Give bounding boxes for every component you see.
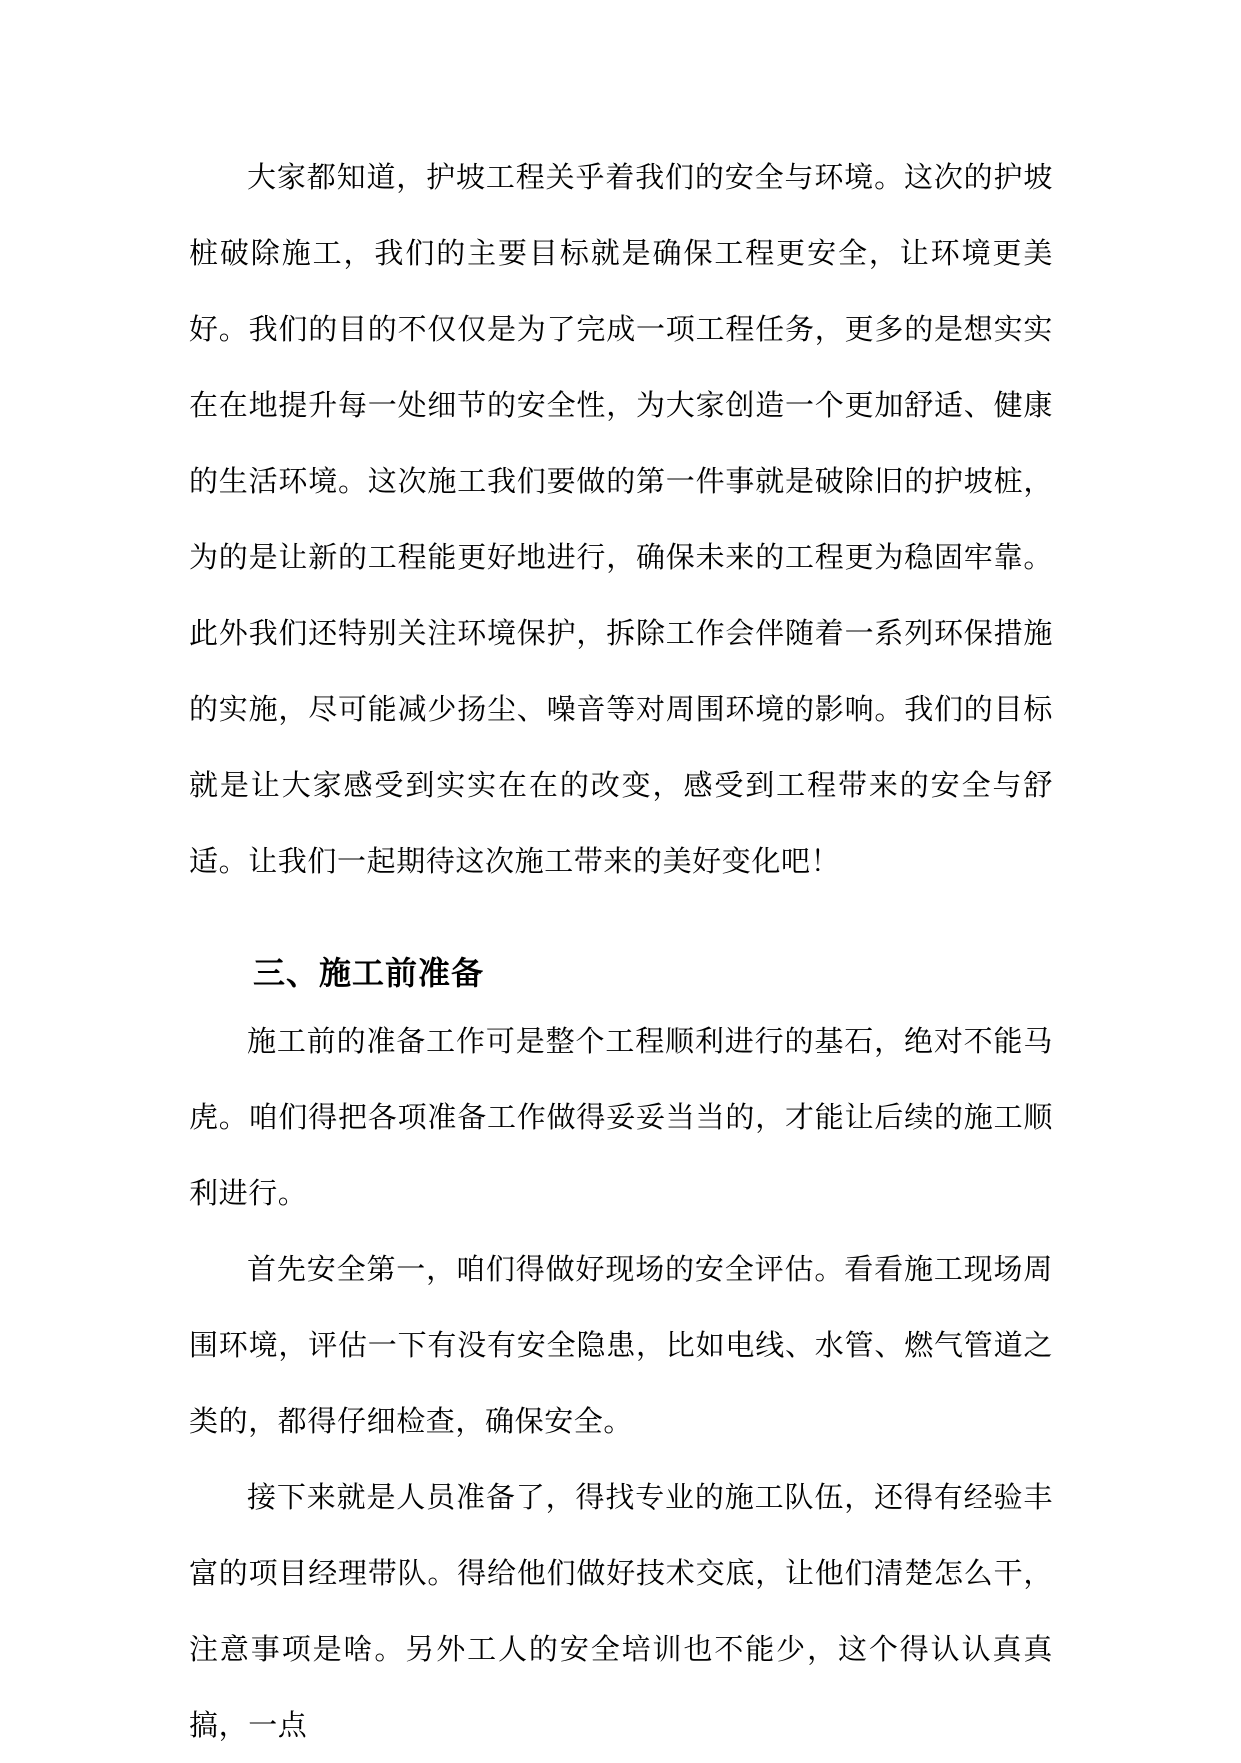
- body-paragraph-preparation: 施工前的准备工作可是整个工程顺利进行的基石，绝对不能马虎。咱们得把各项准备工作做得妥妥当当的，才能让后续的施工顺利进行。: [189, 1024, 1053, 1210]
- body-paragraph-safety: 首先安全第一，咱们得做好现场的安全评估。看看施工现场周围环境，评估一下有没有安全隐患，比如电线、水管、燃气管道之类的，都得仔细检查，确保安全。: [189, 1252, 1053, 1438]
- section-heading: 三、施工前准备: [253, 954, 485, 992]
- body-paragraph-intro: 大家都知道，护坡工程关乎着我们的安全与环境。这次的护坡桩破除施工，我们的主要目标就是确保工程更安全，让环境更美好。我们的目的不仅仅是为了完成一项工程任务，更多的是想实实在在地提升每一处细节的安全性，为大家创造一个更加舒适、健康的生活环境。这次施工我们要做的第一件事就是破除旧的护坡桩，为的是让新的工程能更好地进行，确保未来的工程更为稳固牢靠。此外我们还特别关注环境保护，拆除工作会伴随着一系列环保措施的实施，尽可能减少扬尘、噪音等对周围环境的影响。我们的目标就是让大家感受到实实在在的改变，感受到工程带来的安全与舒适。让我们一起期待这次施工带来的美好变化吧！: [189, 160, 1053, 878]
- body-paragraph-personnel: 接下来就是人员准备了，得找专业的施工队伍，还得有经验丰富的项目经理带队。得给他们做好技术交底，让他们清楚怎么干，注意事项是啥。另外工人的安全培训也不能少，这个得认认真真搞，一点: [189, 1480, 1053, 1742]
- document-body: [189, 139, 1053, 1763]
